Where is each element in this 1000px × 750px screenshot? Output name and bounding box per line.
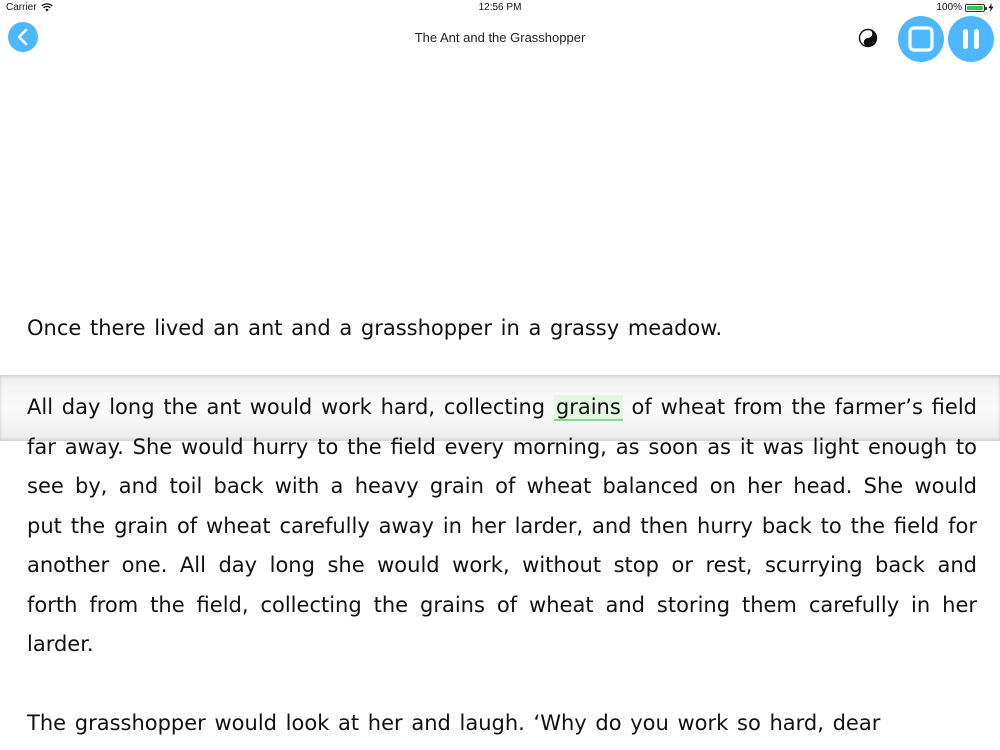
status-bar (0, 0, 1000, 16)
paragraph-2-before: All day long the ant would work hard, collecting (27, 395, 554, 419)
charging-bolt-icon (988, 3, 994, 12)
status-time: 12:56 PM (478, 2, 522, 13)
current-word-highlight: grains (555, 395, 621, 419)
pause-button[interactable] (948, 16, 994, 62)
nav-bar (0, 16, 1000, 60)
chevron-left-icon (16, 28, 30, 46)
story-text (27, 309, 977, 750)
paragraph-2 (27, 388, 977, 665)
paragraph-2-after: of wheat from the farmer’s field far away. She would hurry to the field every morning, as soon as it was light enough to see by, and toil back with a heavy grain of wheat balanced on her head. She would put the grain of wheat carefully away in her larder, and then hurry back to the field for another one. All day long she would work, without stop or rest, scurrying back and forth from the field, collecting the grains of wheat and storing them carefully in her larder. (27, 395, 977, 656)
theme-toggle-button[interactable] (857, 27, 879, 49)
yin-yang-icon (857, 27, 879, 49)
battery-icon (965, 4, 985, 12)
page-title: The Ant and the Grasshopper (414, 30, 586, 45)
battery-fill (967, 6, 983, 10)
status-right (936, 2, 994, 13)
back-button[interactable] (8, 22, 38, 52)
paragraph-1: Once there lived an ant and a grasshopper in a grassy meadow. (27, 316, 723, 340)
pause-icon (959, 26, 983, 52)
battery-percent: 100% (936, 2, 962, 13)
carrier-label: Carrier (6, 2, 37, 13)
stop-icon (908, 26, 934, 52)
stop-button[interactable] (898, 16, 944, 62)
paragraph-3: The grasshopper would look at her and laugh. ‘Why do you work so hard, dear (27, 711, 881, 735)
